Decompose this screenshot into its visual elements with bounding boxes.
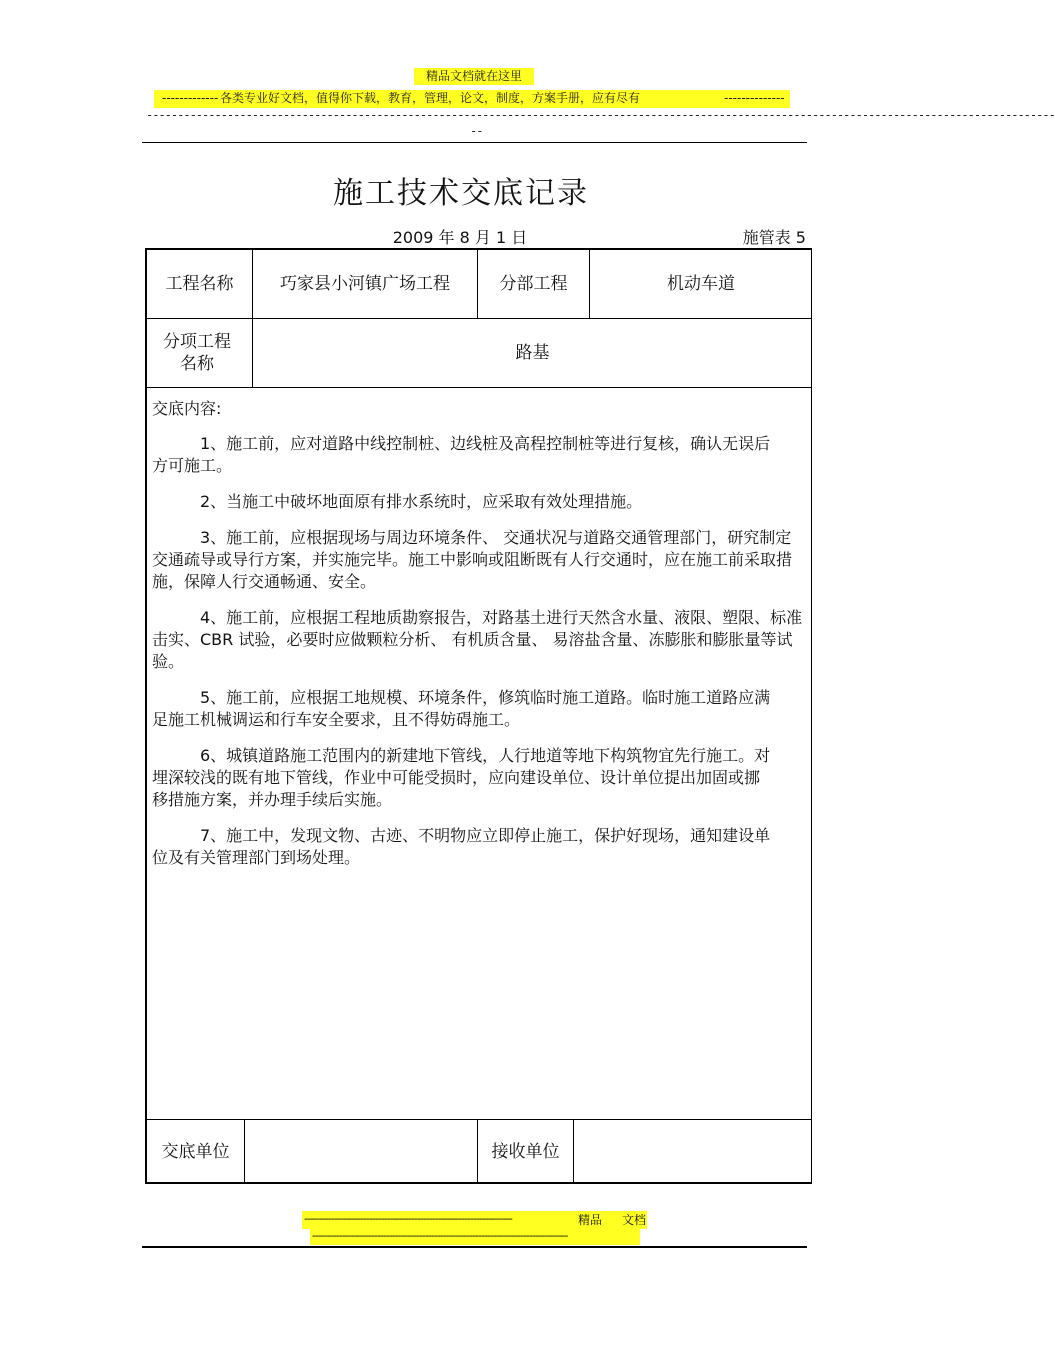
division-label: 分部工程 bbox=[499, 274, 568, 294]
document-date: 2009 年 8 月 1 日 bbox=[392, 228, 528, 247]
disclosure-content bbox=[152, 398, 812, 883]
banner-dash-right: -------------- bbox=[724, 91, 785, 105]
banner-tagline-bar bbox=[154, 90, 790, 108]
form-number: 施管表 5 bbox=[742, 228, 806, 247]
project-name-label: 工程名称 bbox=[165, 274, 234, 294]
dash-separator: -------------------------------------------------------------------------------------------------------------------------------------------------- bbox=[146, 108, 1055, 122]
footer-banner bbox=[302, 1211, 647, 1245]
issuer-label: 交底单位 bbox=[161, 1141, 230, 1162]
bottom-rule bbox=[142, 1246, 807, 1248]
footer-dash-line: ---------------------------------------------------------------------- bbox=[304, 1212, 512, 1225]
subitem-label: 分项工程名称 bbox=[163, 332, 231, 374]
content-item-1: 1、施工前，应对道路中线控制桩、边线桩及高程控制桩等进行复核，确认无误后方可施工。 bbox=[152, 434, 771, 475]
content-label: 交底内容: bbox=[152, 399, 222, 418]
content-item-3: 3、施工前，应根据现场与周边环境条件、 交通状况与道路交通管理部门，研究制定交通疏导或导行方案，并实施完毕。施工中影响或阻断既有人行交通时，应在施工前采取措施，保障人行交通畅通、安全。 bbox=[152, 528, 793, 591]
project-name-value: 巧家县小河镇广场工程 bbox=[280, 274, 450, 294]
top-rule bbox=[142, 142, 807, 143]
footer-dash-line: -------------------------------------------------------------------------------------- bbox=[312, 1229, 568, 1242]
banner-title: 精品文档就在这里 bbox=[414, 68, 534, 85]
division-value: 机动车道 bbox=[667, 274, 735, 294]
footer-word-2: 文档 bbox=[622, 1213, 647, 1227]
document-title: 施工技术交底记录 bbox=[333, 176, 589, 211]
banner-dash-left: ------------- bbox=[162, 91, 219, 105]
dash-separator-tail: -- bbox=[470, 124, 483, 138]
content-item-2: 2、当施工中破坏地面原有排水系统时，应采取有效处理措施。 bbox=[200, 492, 643, 511]
banner-tagline: 各类专业好文档，值得你下载，教育，管理，论文，制度，方案手册，应有尽有 bbox=[220, 91, 641, 105]
content-item-5: 5、施工前，应根据工地规模、环境条件，修筑临时施工道路。临时施工道路应满足施工机械调运和行车安全要求，且不得妨碍施工。 bbox=[152, 688, 771, 729]
issuer-value bbox=[245, 1120, 477, 1183]
footer-word-1: 精品 bbox=[578, 1213, 603, 1227]
receiver-label: 接收单位 bbox=[491, 1141, 560, 1162]
content-item-4: 4、施工前，应根据工程地质勘察报告，对路基土进行天然含水量、液限、塑限、标准击实、CBR 试验，必要时应做颗粒分析、 有机质含量、 易溶盐含量、冻膨胀和膨胀量等试验。 bbox=[152, 608, 803, 671]
content-item-7: 7、施工中，发现文物、古迹、不明物应立即停止施工，保护好现场，通知建设单位及有关管理部门到场处理。 bbox=[152, 826, 771, 867]
subitem-value: 路基 bbox=[515, 343, 550, 363]
row-divider bbox=[145, 387, 812, 388]
receiver-value bbox=[574, 1120, 812, 1183]
content-item-6: 6、城镇道路施工范围内的新建地下管线，人行地道等地下构筑物宜先行施工。对埋深较浅的既有地下管线，作业中可能受损时，应向建设单位、设计单位提出加固或挪移措施方案，并办理手续后实施。 bbox=[152, 746, 771, 809]
